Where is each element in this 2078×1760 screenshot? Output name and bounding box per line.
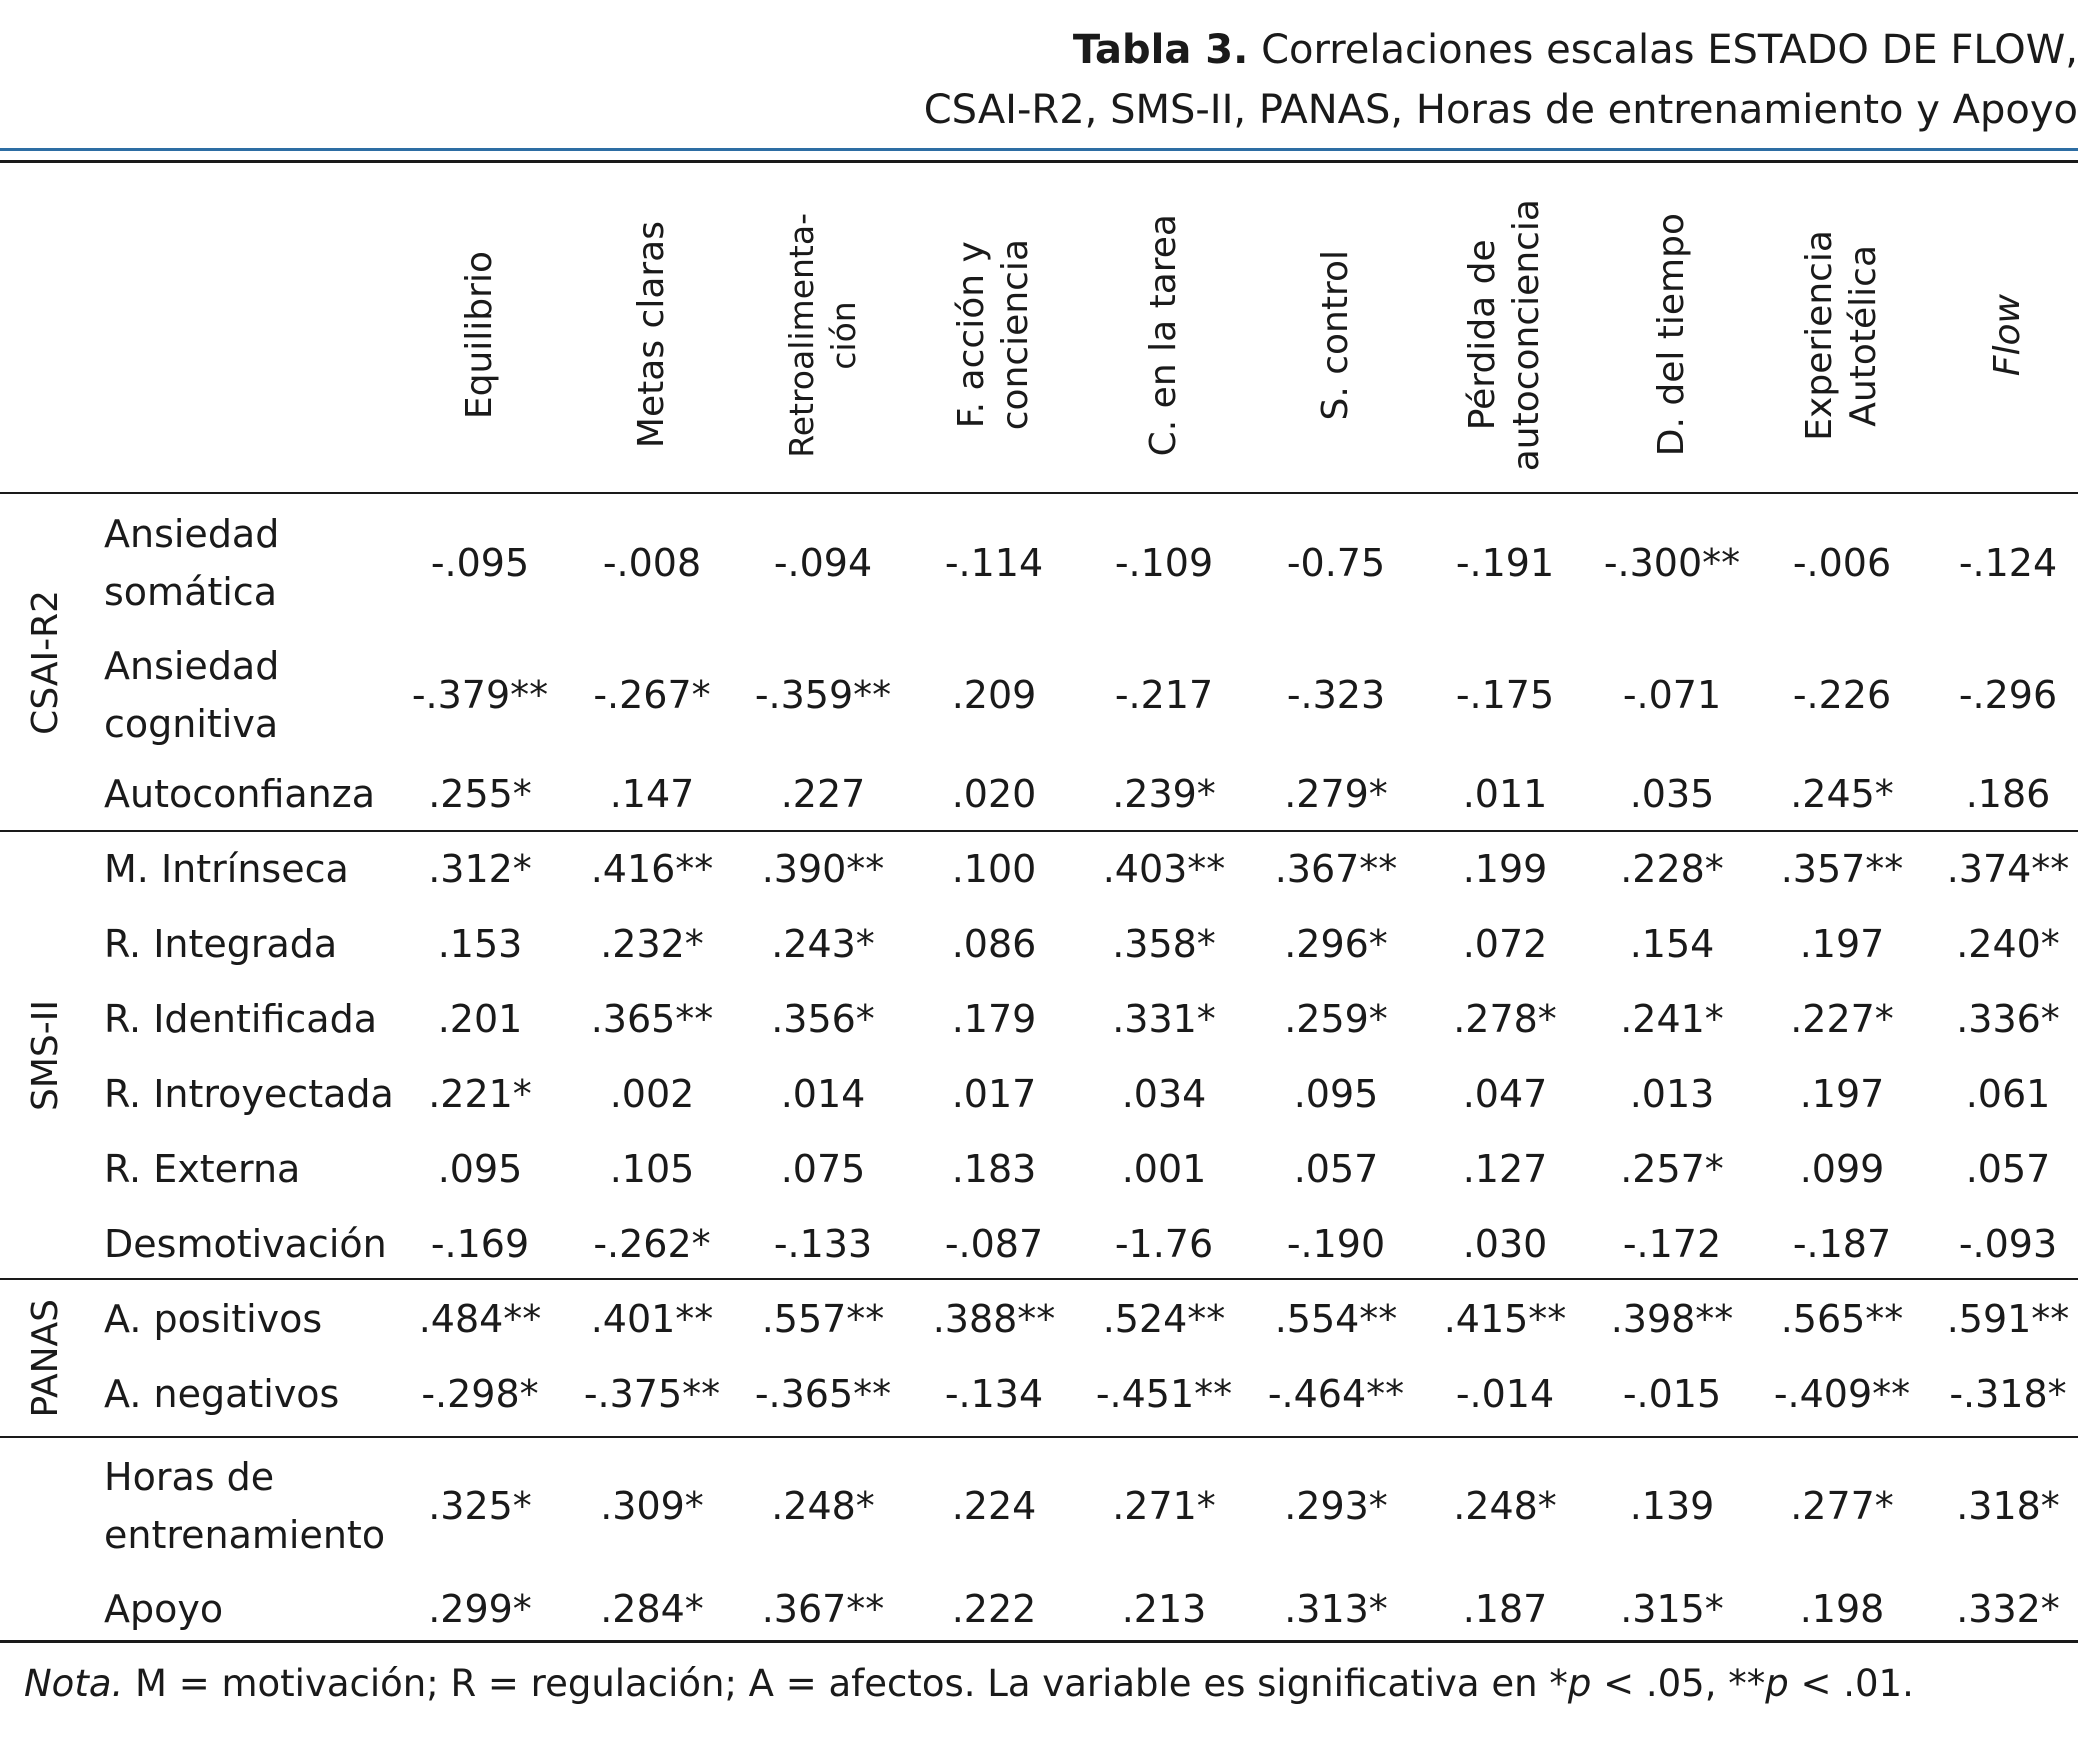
table-cell: .105 [609, 1147, 695, 1191]
row-label [104, 915, 337, 973]
table-cell: .367** [1274, 847, 1398, 891]
table-cell: -0.75 [1286, 540, 1386, 585]
row-label-line: A. positivos [104, 1297, 323, 1341]
table-cell: .401** [590, 1297, 714, 1341]
row-label [104, 1140, 300, 1198]
row-label [104, 1448, 385, 1564]
row-label [104, 765, 375, 823]
caption-label: Tabla 3. [1072, 27, 1249, 73]
table-cell: -.296 [1958, 672, 2058, 717]
table-cell: .057 [1965, 1147, 2051, 1191]
table-cell: .239* [1112, 772, 1216, 816]
table-cell: -.359** [754, 672, 892, 717]
table-cell: .284* [600, 1587, 704, 1631]
row-label-line: R. Externa [104, 1147, 301, 1191]
row-label-line: entrenamiento [104, 1513, 386, 1557]
table-cell: .484** [418, 1297, 542, 1341]
table-cell: .072 [1462, 922, 1548, 966]
group-rule-csai [0, 830, 2078, 832]
column-header [909, 185, 1079, 485]
table-cell: .591** [1946, 1297, 2070, 1341]
table-cell: .240* [1956, 922, 2060, 966]
row-label [104, 505, 279, 621]
table-cell: .100 [951, 847, 1037, 891]
column-header-line: Equilibrio [459, 250, 500, 420]
column-header-line: C. en la tarea [1143, 213, 1184, 457]
column-header-text [630, 221, 674, 448]
row-label [104, 1065, 394, 1123]
table-cell: -.169 [430, 1222, 530, 1266]
column-header-line: S. control [1315, 249, 1356, 421]
table-cell: .197 [1799, 1072, 1885, 1116]
column-header-line: Pérdida de [1462, 239, 1503, 431]
table-cell: .299* [428, 1587, 532, 1631]
table-cell: .209 [951, 672, 1037, 717]
note-text-2: < .05, ** [1591, 1662, 1766, 1705]
table-cell: .099 [1799, 1147, 1885, 1191]
table-cell: -.379** [411, 672, 549, 717]
column-header-text [1142, 214, 1186, 456]
table-cell: .331* [1112, 997, 1216, 1041]
row-label-line: R. Introyectada [104, 1072, 394, 1116]
group-label-text: SMS-II [24, 999, 66, 1111]
table-cell: .183 [951, 1147, 1037, 1191]
table-cell: .086 [951, 922, 1037, 966]
column-header-line: Retroalimenta- [782, 212, 821, 458]
group-label [0, 1280, 90, 1436]
table-cell: .403** [1102, 847, 1226, 891]
group-rule-sms [0, 1278, 2078, 1280]
table-cell: .222 [951, 1587, 1037, 1631]
table-cell: .154 [1629, 922, 1715, 966]
table-cell: -.375** [583, 1372, 721, 1416]
table-cell: -.175 [1455, 672, 1555, 717]
table-top-rule [0, 160, 2078, 163]
column-header-text [1798, 230, 1886, 441]
table-cell: .315* [1620, 1587, 1724, 1631]
table-cell: -.409** [1773, 1372, 1911, 1416]
table-cell: .147 [609, 772, 695, 816]
row-label-line: R. Identificada [104, 997, 377, 1041]
table-cell: .061 [1965, 1072, 2051, 1116]
table-cell: .416** [590, 847, 714, 891]
table-cell: .034 [1121, 1072, 1207, 1116]
row-label-line: R. Integrada [104, 922, 338, 966]
table-cell: .228* [1620, 847, 1724, 891]
column-header-text [1314, 250, 1358, 421]
table-cell: .325* [428, 1483, 532, 1528]
table-cell: .388** [932, 1297, 1056, 1341]
table-cell: .309* [600, 1483, 704, 1528]
table-cell: .095 [437, 1147, 523, 1191]
table-cell: .257* [1620, 1147, 1724, 1191]
table-cell: .020 [951, 772, 1037, 816]
column-header-text [781, 213, 865, 458]
column-header [567, 185, 737, 485]
table-cell: -.262* [593, 1222, 711, 1266]
table-cell: -.217 [1114, 672, 1214, 717]
table-cell: .213 [1121, 1587, 1207, 1631]
column-header-line: Experiencia [1799, 229, 1840, 441]
group-label [0, 1438, 90, 1638]
table-cell: .271* [1112, 1483, 1216, 1528]
table-cell: -.095 [430, 540, 530, 585]
table-cell: .014 [780, 1072, 866, 1116]
table-cell: .259* [1284, 997, 1388, 1041]
table-cell: .557** [761, 1297, 885, 1341]
note-text-1: M = motivación; R = regulación; A = afectos. La variable es significativa en * [123, 1662, 1568, 1705]
table-cell: .232* [600, 922, 704, 966]
table-cell: .524** [1102, 1297, 1226, 1341]
table-cell: .277* [1790, 1483, 1894, 1528]
table-cell: -.071 [1622, 672, 1722, 717]
row-label [104, 637, 279, 753]
table-cell: -.114 [944, 540, 1044, 585]
column-header-text [1650, 213, 1694, 456]
row-label-line: Autoconfianza [104, 772, 375, 816]
table-cell: -.191 [1455, 540, 1555, 585]
table-cell: .201 [437, 997, 523, 1041]
row-label [104, 1580, 223, 1638]
table-cell: .279* [1284, 772, 1388, 816]
table-cell: -.008 [602, 540, 702, 585]
caption-line-1 [0, 20, 2078, 80]
row-label-line: Ansiedad [104, 644, 280, 688]
table-cell: -.093 [1958, 1222, 2058, 1266]
table-cell: .127 [1462, 1147, 1548, 1191]
row-label-line: Horas de [104, 1455, 275, 1499]
table-cell: .227 [780, 772, 866, 816]
table-cell: .198 [1799, 1587, 1885, 1631]
column-header-text [950, 239, 1038, 430]
table-cell: .278* [1453, 997, 1557, 1041]
table-cell: .358* [1112, 922, 1216, 966]
table-cell: .415** [1443, 1297, 1567, 1341]
table-cell: .224 [951, 1483, 1037, 1528]
table-cell: .565** [1780, 1297, 1904, 1341]
table-cell: .554** [1274, 1297, 1398, 1341]
column-header [1251, 185, 1421, 485]
group-label [0, 832, 90, 1278]
table-cell: .095 [1293, 1072, 1379, 1116]
column-header-line: Metas claras [631, 221, 672, 449]
column-header [1079, 185, 1249, 485]
table-cell: .313* [1284, 1587, 1388, 1631]
table-cell: .187 [1462, 1587, 1548, 1631]
table-cell: .332* [1956, 1587, 2060, 1631]
table-cell: -.134 [944, 1372, 1044, 1416]
table-cell: -1.76 [1114, 1222, 1214, 1266]
group-label [0, 495, 90, 830]
table-cell: .013 [1629, 1072, 1715, 1116]
column-header-line: D. del tiempo [1651, 213, 1692, 457]
table-cell: .153 [437, 922, 523, 966]
table-cell: -.323 [1286, 672, 1386, 717]
table-cell: -.365** [754, 1372, 892, 1416]
table-cell: -.318* [1949, 1372, 2067, 1416]
table-cell: -.006 [1792, 540, 1892, 585]
table-cell: -.451** [1095, 1372, 1233, 1416]
row-label [104, 990, 377, 1048]
column-header [1757, 185, 1927, 485]
column-header-line: conciencia [995, 239, 1036, 431]
note-label: Nota. [24, 1662, 124, 1705]
row-label-line: Ansiedad [104, 512, 280, 556]
table-cell: -.226 [1792, 672, 1892, 717]
table-cell: .245* [1790, 772, 1894, 816]
table-caption [0, 20, 2078, 140]
table-cell: .243* [771, 922, 875, 966]
table-cell: .248* [771, 1483, 875, 1528]
row-label-line: Apoyo [104, 1587, 224, 1631]
table-cell: .336* [1956, 997, 2060, 1041]
column-header [395, 185, 565, 485]
row-label-line: cognitiva [104, 702, 279, 746]
row-label [104, 1365, 339, 1423]
column-header-line: Autotélica [1843, 244, 1884, 426]
table-cell: -.133 [773, 1222, 873, 1266]
table-cell: .367** [761, 1587, 885, 1631]
row-label-line: somática [104, 570, 277, 614]
table-cell: .075 [780, 1147, 866, 1191]
table-cell: .221* [428, 1072, 532, 1116]
table-cell: -.109 [1114, 540, 1214, 585]
table-cell: -.187 [1792, 1222, 1892, 1266]
table-cell: .057 [1293, 1147, 1379, 1191]
table-cell: .011 [1462, 772, 1548, 816]
table-cell: .197 [1799, 922, 1885, 966]
table-cell: .296* [1284, 922, 1388, 966]
table-cell: .357** [1780, 847, 1904, 891]
table-cell: .293* [1284, 1483, 1388, 1528]
table-cell: -.300** [1603, 540, 1741, 585]
row-label [104, 1290, 322, 1348]
table-cell: .030 [1462, 1222, 1548, 1266]
table-cell: -.464** [1267, 1372, 1405, 1416]
table-cell: .002 [609, 1072, 695, 1116]
column-header-text [1986, 294, 2030, 376]
row-label [104, 1215, 387, 1273]
table-cell: -.190 [1286, 1222, 1386, 1266]
column-header-line: autoconciencia [1506, 198, 1547, 472]
caption-title-1: Correlaciones escalas ESTADO DE FLOW, [1261, 27, 2078, 73]
table-cell: .001 [1121, 1147, 1207, 1191]
column-header [1420, 185, 1590, 485]
table-cell: -.267* [593, 672, 711, 717]
row-label [104, 840, 349, 898]
column-header-line: ción [824, 300, 863, 370]
note-text-3: < .01. [1788, 1662, 1914, 1705]
table-bottom-rule [0, 1640, 2078, 1643]
group-label-text: PANAS [24, 1298, 66, 1418]
table-cell: .035 [1629, 772, 1715, 816]
row-label-line: Desmotivación [104, 1222, 387, 1266]
table-cell: -.298* [421, 1372, 539, 1416]
table-cell: -.087 [944, 1222, 1044, 1266]
table-cell: .255* [428, 772, 532, 816]
table-cell: .241* [1620, 997, 1724, 1041]
table-cell: .398** [1610, 1297, 1734, 1341]
table-cell: .365** [590, 997, 714, 1041]
table-cell: .374** [1946, 847, 2070, 891]
column-header [1923, 185, 2078, 485]
table-cell: .390** [761, 847, 885, 891]
header-rule [0, 492, 2078, 494]
table-note [24, 1655, 1914, 1713]
table-cell: .199 [1462, 847, 1548, 891]
table-cell: .356* [771, 997, 875, 1041]
note-p-1: p [1567, 1662, 1592, 1705]
column-header-line: Flow [1987, 293, 2028, 377]
table-cell: .248* [1453, 1483, 1557, 1528]
table-cell: .186 [1965, 772, 2051, 816]
row-label-line: A. negativos [104, 1372, 340, 1416]
column-header [1587, 185, 1757, 485]
column-header-text [1461, 199, 1549, 471]
row-label-line: M. Intrínseca [104, 847, 349, 891]
caption-divider [0, 148, 2078, 151]
group-rule-panas [0, 1436, 2078, 1438]
table-cell: -.124 [1958, 540, 2058, 585]
group-label-text: CSAI-R2 [24, 590, 66, 735]
table-cell: -.015 [1622, 1372, 1722, 1416]
table-cell: .047 [1462, 1072, 1548, 1116]
table-cell: .179 [951, 997, 1037, 1041]
note-p-2: p [1765, 1662, 1789, 1705]
table-cell: .312* [428, 847, 532, 891]
table-cell: .139 [1629, 1483, 1715, 1528]
column-header-line: F. acción y [951, 241, 992, 429]
table-cell: -.014 [1455, 1372, 1555, 1416]
column-header-text [458, 251, 502, 419]
table-cell: -.172 [1622, 1222, 1722, 1266]
table-cell: .017 [951, 1072, 1037, 1116]
table-cell: -.094 [773, 540, 873, 585]
caption-line-2: CSAI-R2, SMS-II, PANAS, Horas de entrenamiento y Apoyo [923, 87, 2078, 133]
column-header [738, 185, 908, 485]
table-cell: .318* [1956, 1483, 2060, 1528]
table-cell: .227* [1790, 997, 1894, 1041]
